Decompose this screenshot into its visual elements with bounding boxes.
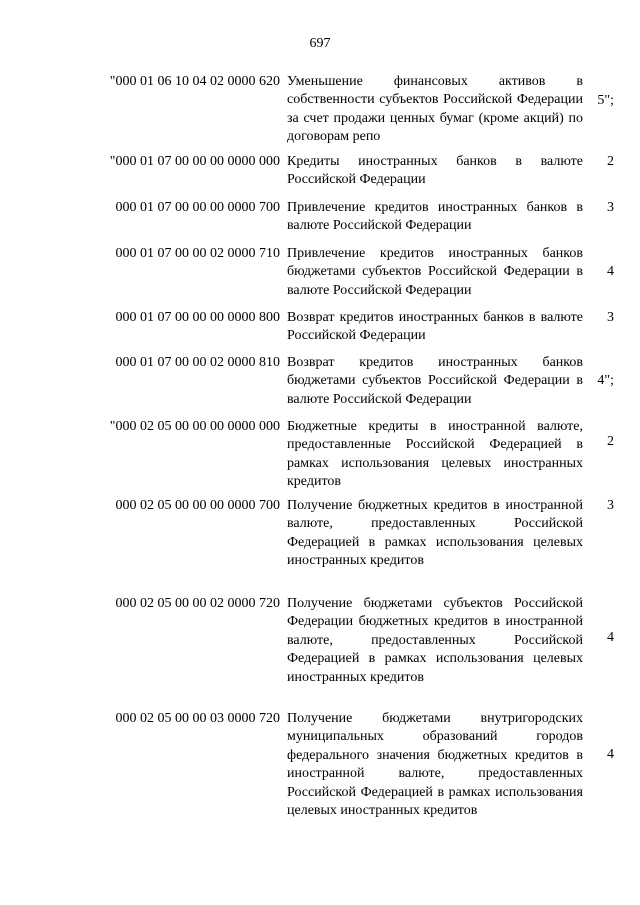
- row-description: Возврат кредитов иностранных банков в валюте Российской Федерации: [287, 310, 583, 344]
- classification-code: 000 01 07 00 00 02 0000 810: [115, 355, 280, 370]
- classification-code: 000 02 05 00 00 03 0000 720: [115, 711, 280, 726]
- classification-code: "000 01 07 00 00 00 0000 000: [109, 154, 280, 169]
- row-description: Получение бюджетами субъектов Российской Федерации бюджетных кредитов в иностранной валюте, предоставленных Российской Федерацией в рамках использования целевых иностранных кредитов: [287, 596, 583, 685]
- row-description: Получение бюджетных кредитов в иностранной валюте, предоставленных Российской Федерацией в рамках использования целевых иностранных кредитов: [287, 498, 583, 569]
- row-value: 4";: [597, 373, 614, 388]
- classification-code: 000 01 07 00 00 02 0000 710: [115, 246, 280, 261]
- row-description: Кредиты иностранных банков в валюте Российской Федерации: [287, 154, 583, 188]
- classification-code: "000 02 05 00 00 00 0000 000: [109, 419, 280, 434]
- row-value: 3: [607, 200, 614, 215]
- row-value: 5";: [597, 93, 614, 108]
- classification-code: "000 01 06 10 04 02 0000 620: [109, 74, 280, 89]
- row-value: 4: [607, 747, 614, 762]
- row-description: Уменьшение финансовых активов в собственности субъектов Российской Федерации за счет продажи ценных бумаг (кроме акций) по договорам репо: [287, 74, 583, 145]
- classification-code: 000 01 07 00 00 00 0000 700: [115, 200, 280, 215]
- row-value: 4: [607, 630, 614, 645]
- row-value: 2: [607, 434, 614, 449]
- page-number: 697: [309, 36, 331, 51]
- row-value: 2: [607, 154, 614, 169]
- row-value: 3: [607, 498, 614, 513]
- row-value: 4: [607, 264, 614, 279]
- row-description: Возврат кредитов иностранных банков бюджетами субъектов Российской Федерации в валюте Российской Федерации: [287, 355, 583, 407]
- classification-code: 000 02 05 00 00 02 0000 720: [115, 596, 280, 611]
- classification-code: 000 02 05 00 00 00 0000 700: [115, 498, 280, 513]
- row-description: Бюджетные кредиты в иностранной валюте, предоставленные Российской Федерацией в рамках использования целевых иностранных кредитов: [287, 419, 583, 490]
- row-description: Привлечение кредитов иностранных банков в валюте Российской Федерации: [287, 200, 583, 234]
- classification-code: 000 01 07 00 00 00 0000 800: [115, 310, 280, 325]
- row-value: 3: [607, 310, 614, 325]
- row-description: Получение бюджетами внутригородских муниципальных образований городов федерального значения бюджетных кредитов в иностранной валюте, предоставленных Российской Федерацией в рамках использования целевых иностранных кредитов: [287, 711, 583, 819]
- row-description: Привлечение кредитов иностранных банков бюджетами субъектов Российской Федерации в валюте Российской Федерации: [287, 246, 583, 298]
